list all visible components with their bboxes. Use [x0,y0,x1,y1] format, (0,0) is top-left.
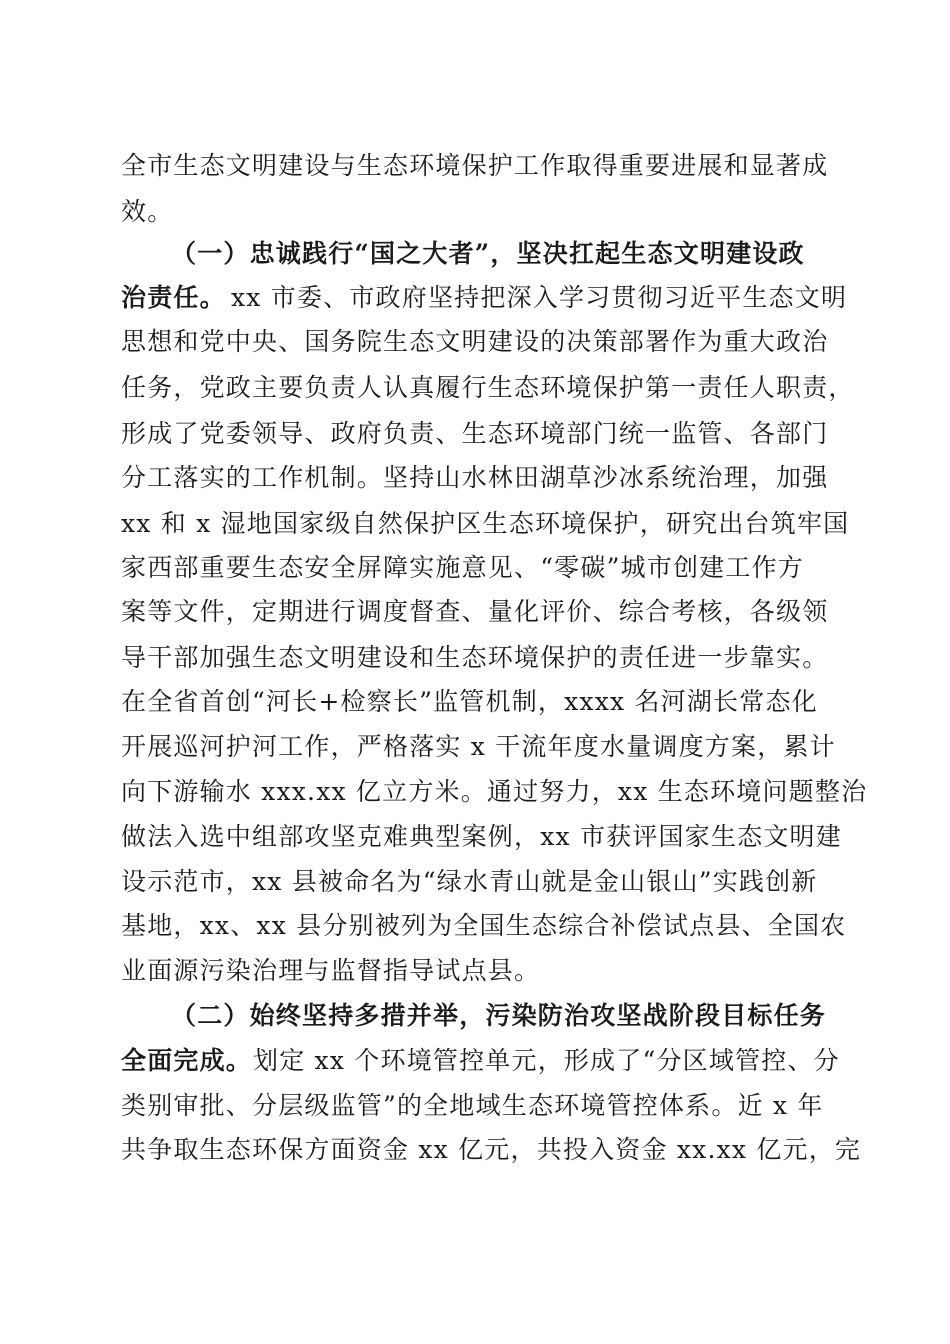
body-text-line [0,146,950,186]
text-span: 类别审批、分层级监管”的全地域生态环境管控体系。近 x 年 [121,1091,824,1120]
body-text-line [0,682,950,722]
text-span: 任务，党政主要负责人认真履行生态环境保护第一责任人职责， [121,373,855,402]
body-text-line [0,906,950,946]
body-text-line [0,862,950,902]
text-span: 做法入选中组部攻坚克难典型案例，xx 市获评国家生态文明建 [121,822,842,851]
section-heading-2-end: 全面完成。 [121,1046,253,1075]
text-span: 思想和党中央、国务院生态文明建设的决策部署作为重大政治 [121,327,829,356]
text-span: 共争取生态环保方面资金 xx 亿元，共投入资金 xx.xx 亿元，完 [121,1135,862,1164]
text-span: 导干部加强生态文明建设和生态环境保护的责任进一步靠实。 [121,643,829,672]
text-span: 家西部重要生态安全屏障实施意见、“零碳”城市创建工作方 [121,553,804,582]
body-text-line [0,817,950,857]
section-heading-line [0,234,950,274]
text-span: xx 和 x 湿地国家级自然保护区生态环境保护，研究出台筑牢国 [121,509,850,538]
body-text-line [0,368,950,408]
section-heading-2: （二）始终坚持多措并举，污染防治攻坚战阶段目标任务 [171,1001,827,1030]
text-span: 在全省首创“河长+检察长”监管机制，xxxx 名河湖长常态化 [121,687,818,716]
text-span: 划定 xx 个环境管控单元，形成了“分区域管控、分 [253,1046,840,1075]
text-span: 形成了党委领导、政府负责、生态环境部门统一监管、各部门 [121,419,829,448]
section-heading-1-end: 治责任。 [121,283,226,312]
section-heading-line [0,996,950,1036]
body-text-line [0,504,950,544]
text-span: 基地，xx、xx 县分别被列为全国生态综合补偿试点县、全国农 [121,911,847,940]
body-text-line [0,951,950,991]
body-text-line [0,548,950,588]
text-span: 案等文件，定期进行调度督查、量化评价、综合考核，各级领 [121,597,829,626]
body-text-line [0,278,950,318]
text-span: 效。 [121,197,174,226]
body-text-line [0,322,950,362]
text-span: 分工落实的工作机制。坚持山水林田湖草沙冰系统治理，加强 [121,463,829,492]
text-span: 业面源污染治理与监督指导试点县。 [121,956,541,985]
body-text-line [0,772,950,812]
body-text-line [0,638,950,678]
body-text-line [0,592,950,632]
text-span: 向下游输水 xxx.xx 亿立方米。通过努力，xx 生态环境问题整治 [121,777,868,806]
text-span: 设示范市，xx 县被命名为“绿水青山就是金山银山”实践创新 [121,867,818,896]
text-span: 开展巡河护河工作，严格落实 x 干流年度水量调度方案，累计 [121,732,836,761]
text-span: 全市生态文明建设与生态环境保护工作取得重要进展和显著成 [121,151,829,180]
body-text-line [0,458,950,498]
body-text-line [0,1086,950,1126]
body-text-line [0,192,950,232]
body-text-line [0,1041,950,1081]
body-text-line [0,1130,950,1170]
section-heading-1: （一）忠诚践行“国之大者”，坚决扛起生态文明建设政 [171,239,805,268]
text-span: xx 市委、市政府坚持把深入学习贯彻习近平生态文明 [231,283,848,312]
body-text-line [0,414,950,454]
body-text-line [0,727,950,767]
